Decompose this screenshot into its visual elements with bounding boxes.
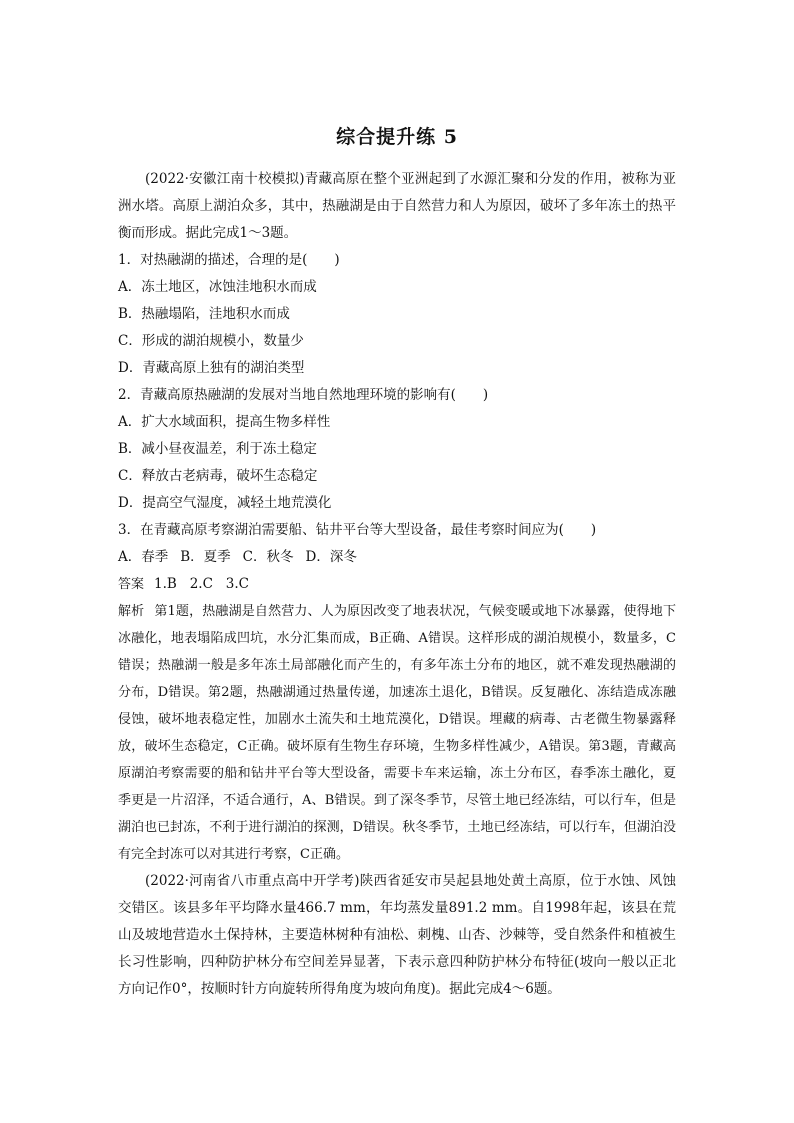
question-2-stem: 2．青藏高原热融湖的发展对当地自然地理环境的影响有( ) — [118, 387, 489, 403]
question-2-option-a: A．扩大水域面积，提高生物多样性 — [118, 414, 331, 430]
question-1-option-a: A．冻土地区，冰蚀洼地积水而成 — [118, 279, 317, 295]
question-3-stem: 3．在青藏高原考察湖泊需要船、钻井平台等大型设备，最佳考察时间应为( ) — [118, 522, 597, 538]
question-3-options — [118, 544, 676, 571]
analysis-paragraph — [118, 598, 676, 868]
question-1-option-c: C．形成的湖泊规模小，数量少 — [118, 333, 304, 349]
question-2-option-c: C．释放古老病毒，破坏生态稳定 — [118, 468, 318, 484]
content-area — [118, 166, 676, 1003]
passage-2: (2022·河南省八市重点高中开学考)陕西省延安市吴起县地处黄土高原，位于水蚀、风蚀交错区。该县多年平均降水量466.7 mm，年均蒸发量891.2 mm。自1998年起，该县在荒山及坡地营造水土保持林，主要造林树种有油松、刺槐、山杏、沙棘等，受自然条件和植被生长习性影响，四种防护林分布空间差异显著，下表示意四种防护林分布特征(坡向一般以正北方向记作0°，按顺时针方向旋转所得角度为坡向角度)。据此完成4～6题。 — [118, 873, 676, 997]
question-3-option-d: D．深冬 — [305, 549, 357, 565]
question-1-option-d: D．青藏高原上独有的湖泊类型 — [118, 360, 305, 376]
question-3-option-b: B．夏季 — [180, 549, 231, 565]
question-2-option-d: D．提高空气湿度，减轻土地荒漠化 — [118, 495, 332, 511]
analysis-label: 解析 — [118, 604, 145, 619]
answer-3: 3.C — [225, 576, 250, 592]
question-1-option-b: B．热融塌陷，洼地积水而成 — [118, 306, 290, 322]
page-title: 综合提升练 5 — [336, 126, 458, 148]
answer-label: 答案 — [118, 577, 145, 592]
passage-1: (2022·安徽江南十校模拟)青藏高原在整个亚洲起到了水源汇聚和分发的作用，被称为亚洲水塔。高原上湖泊众多，其中，热融湖是由于自然营力和人为原因，破坏了多年冻土的热平衡而形成。据此完成1～3题。 — [118, 171, 676, 241]
question-1-stem: 1．对热融湖的描述，合理的是( ) — [118, 252, 340, 268]
question-2-option-b: B．减小昼夜温差，利于冻土稳定 — [118, 441, 317, 457]
question-3-option-a: A．春季 — [118, 549, 169, 565]
answer-1: 1.B — [154, 576, 177, 592]
question-3-option-c: C．秋冬 — [242, 549, 294, 565]
answer-line — [118, 571, 676, 598]
answer-2: 2.C — [189, 576, 213, 592]
analysis-text: 第1题，热融湖是自然营力、人为原因改变了地表状况，气候变暖或地下冰暴露，使得地下冰融化，地表塌陷成凹坑，水分汇集而成，B正确、A错误。这样形成的湖泊规模小，数量多，C错误；热融湖一般是多年冻土局部融化而产生的，有多年冻土分布的地区，就不难发现热融湖的分布，D错误。第2题，热融湖通过热量传递，加速冻土退化，B错误。反复融化、冻结造成冻融侵蚀，破坏地表稳定性，加剧水土流失和土地荒漠化，D错误。埋藏的病毒、古老微生物暴露释放，破坏生态稳定，C正确。破坏原有生物生存环境，生物多样性减少，A错误。第3题，青藏高原湖泊考察需要的船和钻井平台等大型设备，需要卡车来运输，冻土分布区，春季冻土融化，夏季更是一片沼泽，不适合通行，A、B错误。到了深冬季节，尽管土地已经冻结，可以行车，但是湖泊也已封冻，不利于进行湖泊的探测，D错误。秋冬季节，土地已经冻结，可以行车，但湖泊没有完全封冻可以对其进行考察，C正确。 — [118, 604, 676, 862]
